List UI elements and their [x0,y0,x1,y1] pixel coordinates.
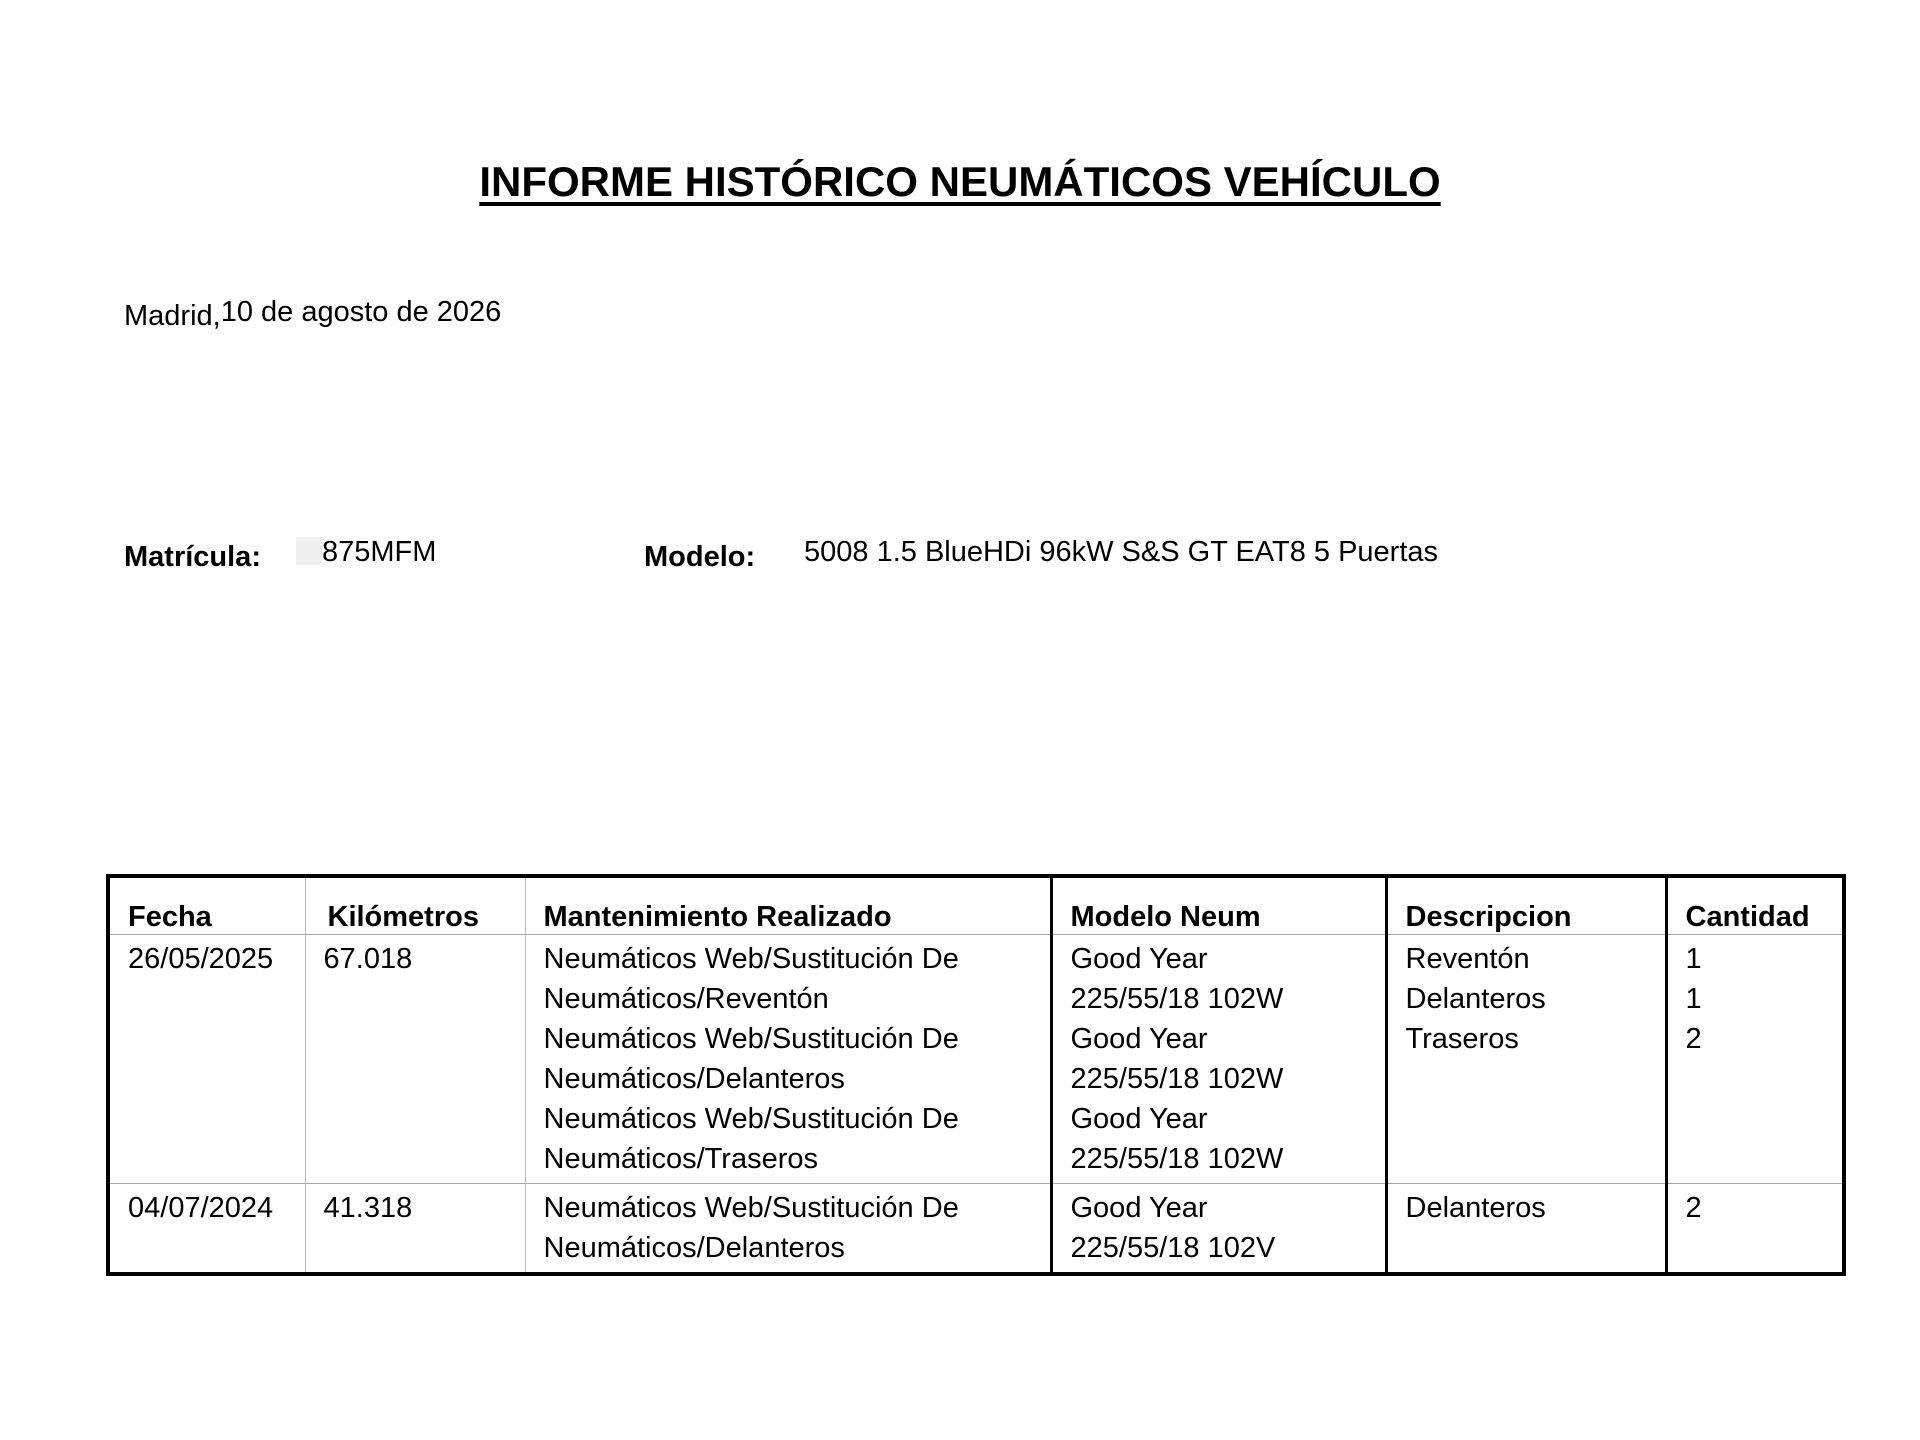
cell-km: 41.318 [305,1184,525,1275]
cell-km: 67.018 [305,935,525,1184]
header-kilometros: Kilómetros [305,876,525,935]
report-title: INFORME HISTÓRICO NEUMÁTICOS VEHÍCULO [479,158,1441,205]
cell-cantidad: 2 [1685,1192,1702,1224]
report-date: 10 de agosto de 2026 [220,296,502,328]
redaction-mark [296,537,322,565]
cell-descripcion: Delanteros [1386,1184,1666,1275]
header-cantidad: Cantidad [1666,876,1844,935]
table-row [108,1184,1844,1275]
header-descripcion: Descripcion [1386,876,1666,935]
cell-descripcion: Reventón Delanteros Traseros [1386,935,1666,1184]
plate-value: 875MFM [296,536,436,569]
tire-history-table [106,874,1846,1276]
cell-modelo-neum: Good Year 225/55/18 102V [1051,1184,1386,1275]
header-mantenimiento: Mantenimiento Realizado [525,876,1051,935]
cell-cantidad: 1 1 2 [1666,935,1844,1184]
cell-mantenimiento: Neumáticos Web/Sustitución De Neumáticos/Reventón Neumáticos Web/Sustitución De Neumáticos/Delanteros Neumáticos Web/Sustitución De Neumáticos/Traseros [525,935,1051,1184]
cell-fecha: 04/07/2024 [108,1184,305,1275]
place-date [124,296,502,332]
cell-modelo-neum: Good Year 225/55/18 102W Good Year 225/55/18 102W Good Year 225/55/18 102W [1051,935,1386,1184]
table-header-row [108,876,1844,935]
table-row [108,935,1844,1184]
header-modelo-neum: Modelo Neum [1051,876,1386,935]
model-label: Modelo: [644,541,756,573]
plate-label: Matrícula: [124,541,261,573]
cell-fecha: 26/05/2025 [108,935,305,1184]
header-fecha: Fecha [108,876,305,935]
model-value: 5008 1.5 BlueHDi 96kW S&S GT EAT8 5 Puertas [804,536,1439,568]
place: Madrid, [124,300,221,332]
cell-mantenimiento: Neumáticos Web/Sustitución De Neumáticos/Delanteros [525,1184,1051,1275]
